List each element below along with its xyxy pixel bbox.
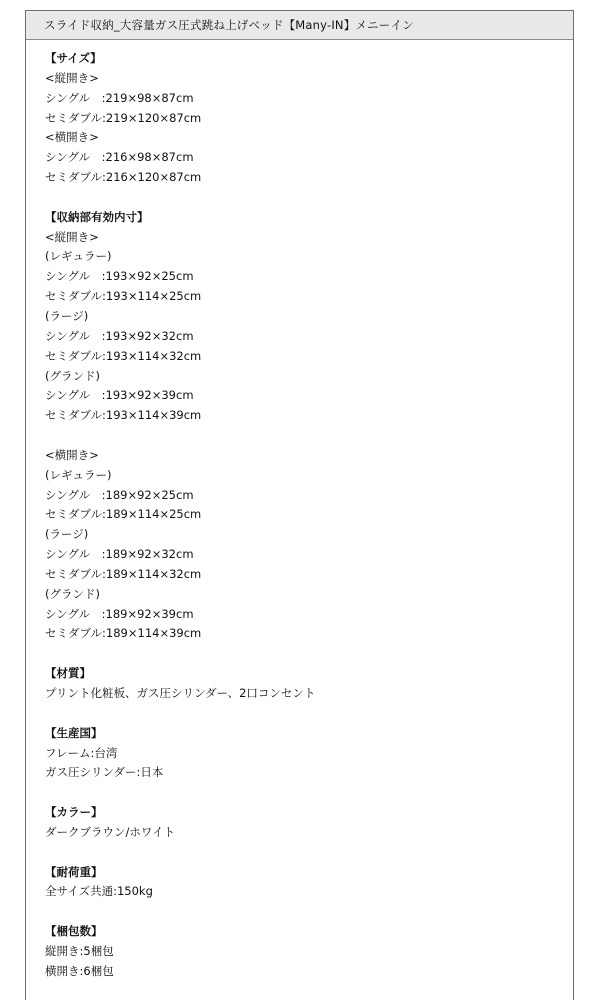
spacer — [45, 783, 573, 803]
spec-line: 全サイズ共通:150kg — [45, 884, 153, 899]
section-heading: 【カラー】 — [45, 805, 103, 820]
spec-line: <横開き> — [45, 130, 99, 145]
spec-line: ダークブラウン/ホワイト — [45, 824, 176, 839]
spec-line: シングル :189×92×32cm — [45, 547, 194, 562]
section-heading: 【生産国】 — [45, 725, 103, 740]
spec-line: シングル :216×98×87cm — [45, 150, 194, 165]
spec-line: 縦開き:5梱包 — [45, 943, 114, 958]
spec-line: (グランド) — [45, 368, 100, 383]
panel-title: スライド収納_大容量ガス圧式跳ね上げベッド【Many-IN】メニーイン — [26, 11, 573, 40]
spec-line: セミダブル:189×114×25cm — [45, 507, 202, 522]
section-heading: 【梱包数】 — [45, 924, 103, 939]
spec-line: ガス圧シリンダー:日本 — [45, 765, 164, 780]
section-heading: 【耐荷重】 — [45, 864, 103, 879]
spec-line: <横開き> — [45, 447, 99, 462]
spec-list — [26, 40, 573, 982]
spec-line: セミダブル:193×114×32cm — [45, 348, 202, 363]
spec-line: <縦開き> — [45, 229, 99, 244]
spec-line: セミダブル:219×120×87cm — [45, 110, 202, 125]
spec-panel — [25, 10, 574, 1000]
spacer — [45, 188, 573, 208]
spec-line: シングル :193×92×39cm — [45, 388, 194, 403]
spec-line: 横開き:6梱包 — [45, 963, 114, 978]
spec-line: プリント化粧板、ガス圧シリンダー、2口コンセント — [45, 686, 316, 700]
spec-line: シングル :193×92×32cm — [45, 328, 194, 343]
spec-line: シングル :189×92×25cm — [45, 487, 194, 502]
spacer — [45, 704, 573, 724]
spec-line: (レギュラー) — [45, 249, 112, 264]
spec-line: (レギュラー) — [45, 467, 112, 482]
spec-line: (ラージ) — [45, 527, 89, 542]
spec-line: <縦開き> — [45, 70, 99, 85]
spec-line: (ラージ) — [45, 308, 89, 323]
spec-line: (グランド) — [45, 586, 100, 601]
spec-line: フレーム:台湾 — [45, 745, 118, 760]
spec-line: シングル :193×92×25cm — [45, 269, 194, 284]
section-heading: 【収納部有効内寸】 — [45, 209, 149, 224]
spec-line: セミダブル:189×114×39cm — [45, 626, 202, 641]
spec-line: セミダブル:193×114×39cm — [45, 408, 202, 423]
spacer — [45, 902, 573, 922]
spec-line: シングル :219×98×87cm — [45, 90, 194, 105]
spacer — [45, 644, 573, 664]
section-heading: 【サイズ】 — [45, 51, 102, 65]
spec-line: セミダブル:216×120×87cm — [45, 170, 202, 185]
spec-line: シングル :189×92×39cm — [45, 606, 194, 621]
spacer — [45, 426, 573, 446]
spec-line: セミダブル:189×114×32cm — [45, 566, 202, 581]
spec-line: セミダブル:193×114×25cm — [45, 289, 202, 304]
section-heading: 【材質】 — [45, 666, 91, 681]
spacer — [45, 843, 573, 863]
